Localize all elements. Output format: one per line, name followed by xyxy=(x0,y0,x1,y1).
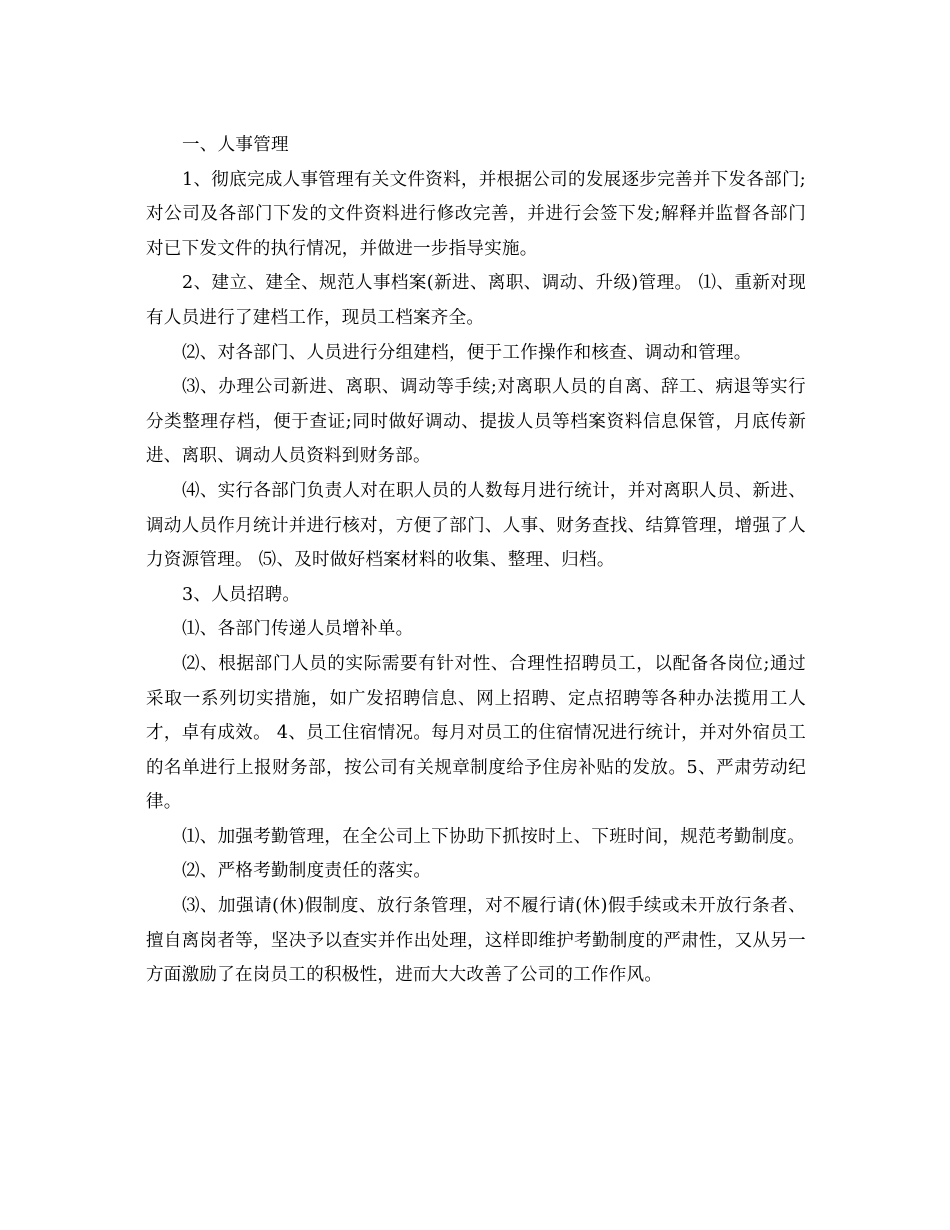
paragraph: ⑶、办理公司新进、离职、调动等手续;对离职人员的自离、辞工、病退等实行分类整理存档，便于查证;同时做好调动、提拔人员等档案资料信息保管，月底传新进、离职、调动人员资料到财务部。 xyxy=(146,377,806,467)
paragraph: 3、人员招聘。 xyxy=(182,584,301,605)
paragraph: ⑷、实行各部门负责人对在职人员的人数每月进行统计，并对离职人员、新进、调动人员作月统计并进行核对，方便了部门、人事、财务查找、结算管理，增强了人力资源管理。 ⑸、及时做好档案材料的收集、整理、归档。 xyxy=(146,480,806,571)
paragraph: ⑵、严格考勤制度责任的落实。 xyxy=(182,861,432,882)
paragraph: ⑴、各部门传递人员增补单。 xyxy=(182,619,414,640)
document-body xyxy=(146,128,806,993)
paragraph: ⑵、对各部门、人员进行分组建档，便于工作操作和核查、调动和管理。 xyxy=(182,342,752,363)
paragraph: 1、彻底完成人事管理有关文件资料，并根据公司的发展逐步完善并下发各部门;对公司及各部门下发的文件资料进行修改完善，并进行会签下发;解释并监督各部门对已下发文件的执行情况，并做进一步指导实施。 xyxy=(146,169,806,259)
paragraph: ⑵、根据部门人员的实际需要有针对性、合理性招聘员工，以配备各岗位;通过采取一系列切实措施，如广发招聘信息、网上招聘、定点招聘等各种办法揽用工人才，卓有成效。 4、员工住宿情况。每月对员工的住宿情况进行统计，并对外宿员工的名单进行上报财务部，按公司有关规章制度给予住房补贴的发放。5、严肃劳动纪律。 xyxy=(146,653,806,813)
paragraph: ⑶、加强请(休)假制度、放行条管理，对不履行请(休)假手续或未开放行条者、擅自离岗者等，坚决予以查实并作出处理，这样即维护考勤制度的严肃性，又从另一方面激励了在岗员工的积极性，进而大大改善了公司的工作作风。 xyxy=(146,896,806,986)
paragraph: 2、建立、建全、规范人事档案(新进、离职、调动、升级)管理。 ⑴、重新对现有人员进行了建档工作，现员工档案齐全。 xyxy=(146,273,806,328)
paragraph: ⑴、加强考勤管理，在全公司上下协助下抓按时上、下班时间，规范考勤制度。 xyxy=(182,826,805,847)
section-heading: 一、人事管理 xyxy=(182,135,289,155)
